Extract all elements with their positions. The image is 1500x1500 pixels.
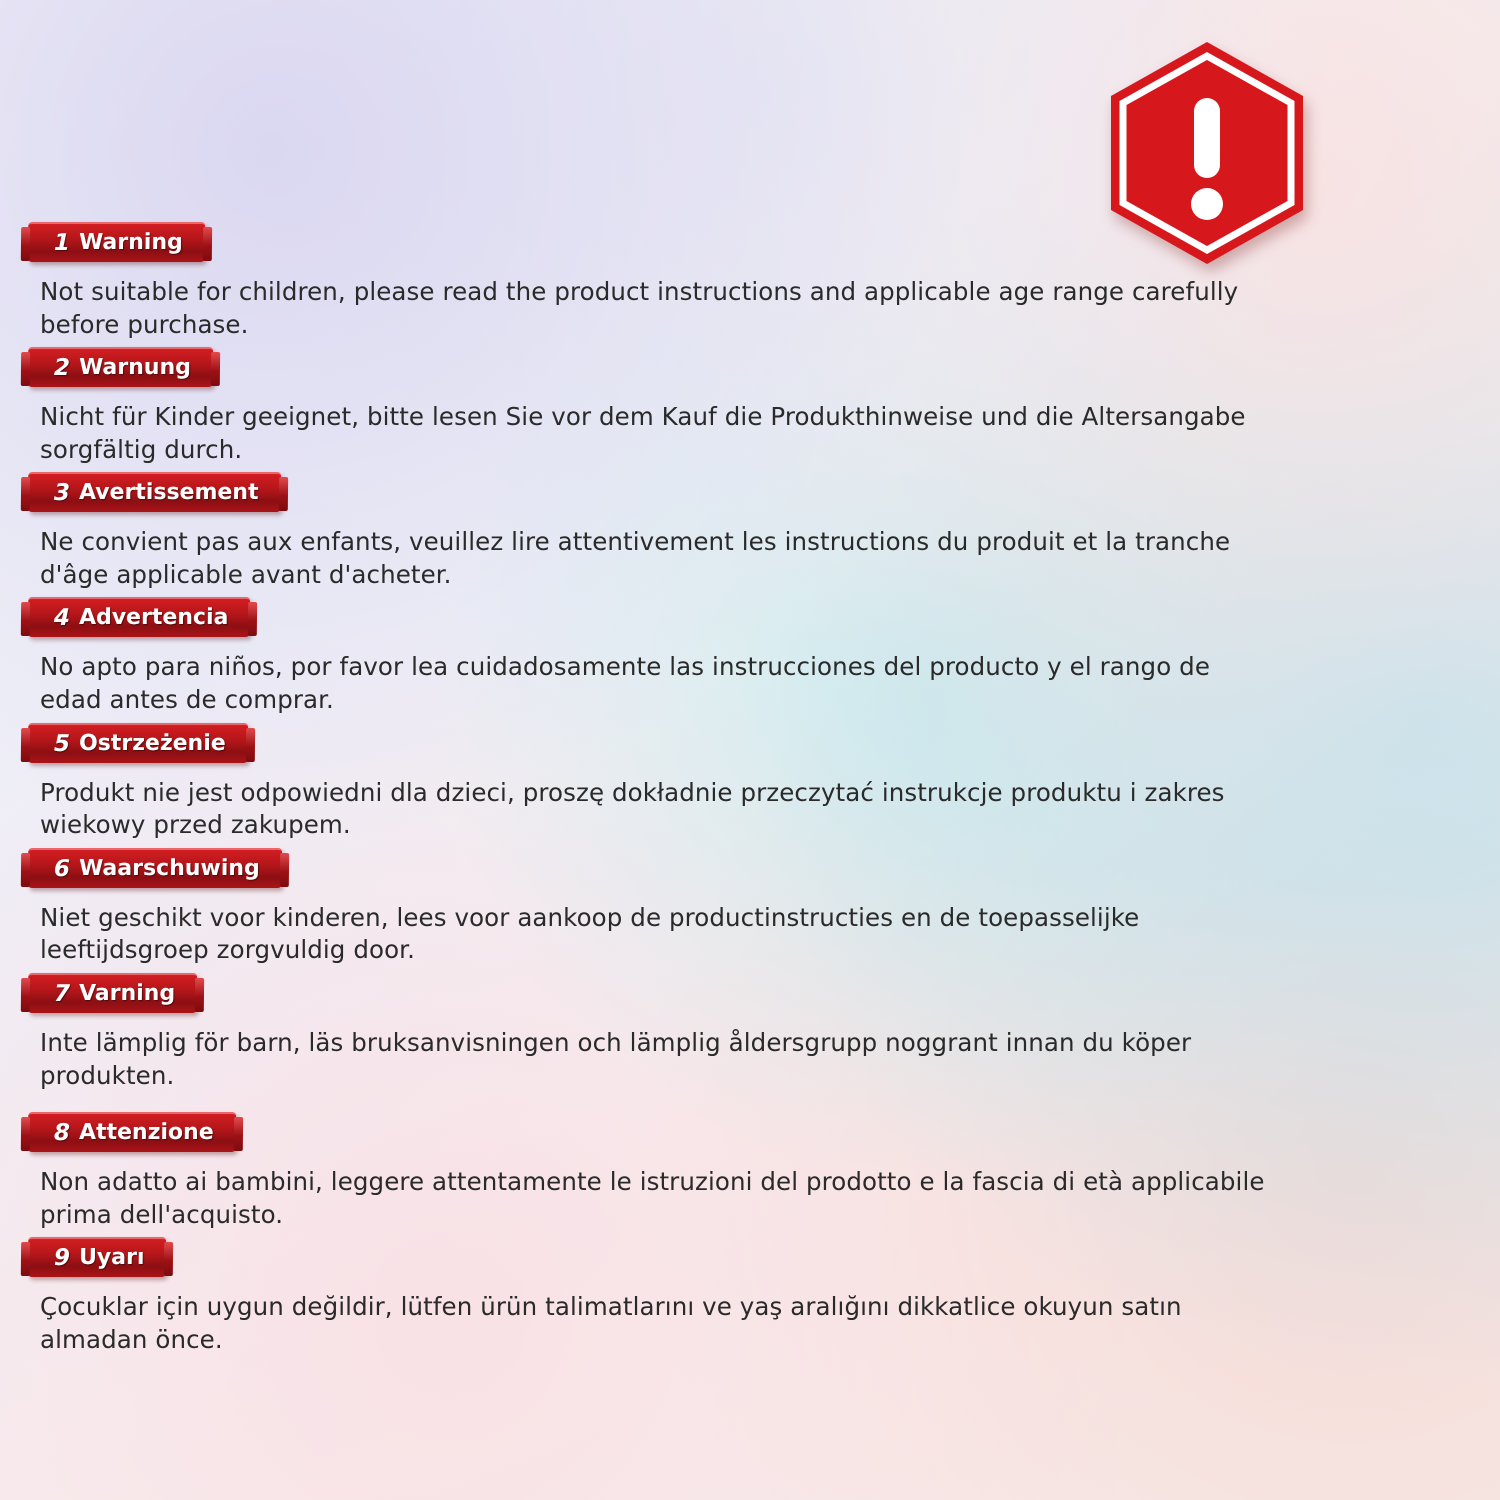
warning-number-8: 8	[53, 1119, 71, 1146]
warning-text-5: Produkt nie jest odpowiedni dla dzieci, proszę dokładnie przeczytać instrukcje produktu i zakres wiekowy przed zakupem.	[40, 777, 1225, 840]
warning-text-4: No apto para niños, por favor lea cuidadosamente las instrucciones del producto y el rango de edad antes de comprar.	[40, 652, 1210, 715]
warning-text-3: Ne convient pas aux enfants, veuillez lire attentivement les instructions du produit et la tranche d'âge applicable avant d'acheter.	[40, 527, 1231, 589]
warnings-list	[0, 222, 1500, 1362]
warning-label-wrap-4	[28, 597, 250, 637]
warning-block-3	[0, 472, 1500, 591]
warning-label-wrap-2	[28, 347, 213, 387]
warning-block-4	[0, 597, 1500, 716]
warning-label-wrap-5	[28, 723, 248, 763]
warning-number-1: 1	[53, 229, 71, 256]
warning-block-2	[0, 347, 1500, 466]
warning-title-2: Warnung	[78, 355, 192, 381]
warning-text-1: Not suitable for children, please read the product instructions and applicable age range carefully before purchase.	[40, 277, 1239, 339]
warning-ribbon-3	[28, 472, 281, 512]
warning-text-2: Nicht für Kinder geeignet, bitte lesen Sie vor dem Kauf die Produkthinweise und die Altersangabe sorgfältig durch.	[40, 402, 1246, 464]
warning-title-6: Waarschuwing	[78, 855, 260, 881]
warning-text-9: Çocuklar için uygun değildir, lütfen ürün talimatlarını ve yaş aralığını dikkatlice okuyun satın almadan önce.	[40, 1292, 1182, 1354]
warning-block-5	[0, 723, 1500, 842]
warning-title-9: Uyarı	[78, 1245, 145, 1271]
warning-block-9	[0, 1237, 1500, 1356]
warning-label-wrap-6	[28, 848, 282, 888]
warning-label-wrap-3	[28, 472, 281, 512]
warning-label-wrap-9	[28, 1237, 166, 1277]
warning-number-5: 5	[53, 730, 71, 757]
warning-ribbon-6	[28, 848, 282, 888]
warning-number-9: 9	[53, 1244, 71, 1271]
warning-block-1	[0, 222, 1500, 341]
warning-title-5: Ostrzeżenie	[78, 730, 226, 756]
warning-block-8	[0, 1112, 1500, 1231]
warning-label-wrap-8	[28, 1112, 236, 1152]
warning-number-7: 7	[53, 980, 71, 1007]
warning-ribbon-9	[28, 1237, 167, 1277]
warning-ribbon-5	[28, 723, 248, 763]
warning-ribbon-8	[28, 1112, 236, 1152]
warning-title-4: Advertencia	[78, 605, 229, 631]
warning-title-8: Attenzione	[78, 1120, 214, 1146]
warning-label-wrap-1	[28, 222, 205, 262]
warning-number-3: 3	[53, 479, 71, 506]
warning-number-2: 2	[53, 354, 71, 381]
warning-title-1: Warning	[78, 230, 183, 255]
warning-number-4: 4	[53, 604, 71, 631]
warning-title-3: Avertissement	[78, 480, 259, 506]
warning-ribbon-4	[28, 597, 251, 637]
warning-text-8: Non adatto ai bambini, leggere attentamente le istruzioni del prodotto e la fascia di età applicabile prima dell'acquisto.	[40, 1167, 1265, 1229]
warning-title-7: Varning	[78, 980, 176, 1006]
warning-ribbon-7	[28, 973, 198, 1013]
warning-block-6	[0, 848, 1500, 967]
warning-label-wrap-7	[28, 973, 197, 1013]
warning-ribbon-2	[28, 347, 213, 387]
warning-number-6: 6	[53, 855, 71, 882]
warning-block-7	[0, 973, 1500, 1106]
warning-text-7: Inte lämplig för barn, läs bruksanvisningen och lämplig åldersgrupp noggrant innan du köper produkten.	[40, 1027, 1192, 1090]
spacer	[0, 1092, 1500, 1106]
warning-ribbon-1	[28, 222, 205, 262]
warning-text-6: Niet geschikt voor kinderen, lees voor aankoop de productinstructies en de toepasselijke leeftijdsgroep zorgvuldig door.	[40, 902, 1140, 965]
